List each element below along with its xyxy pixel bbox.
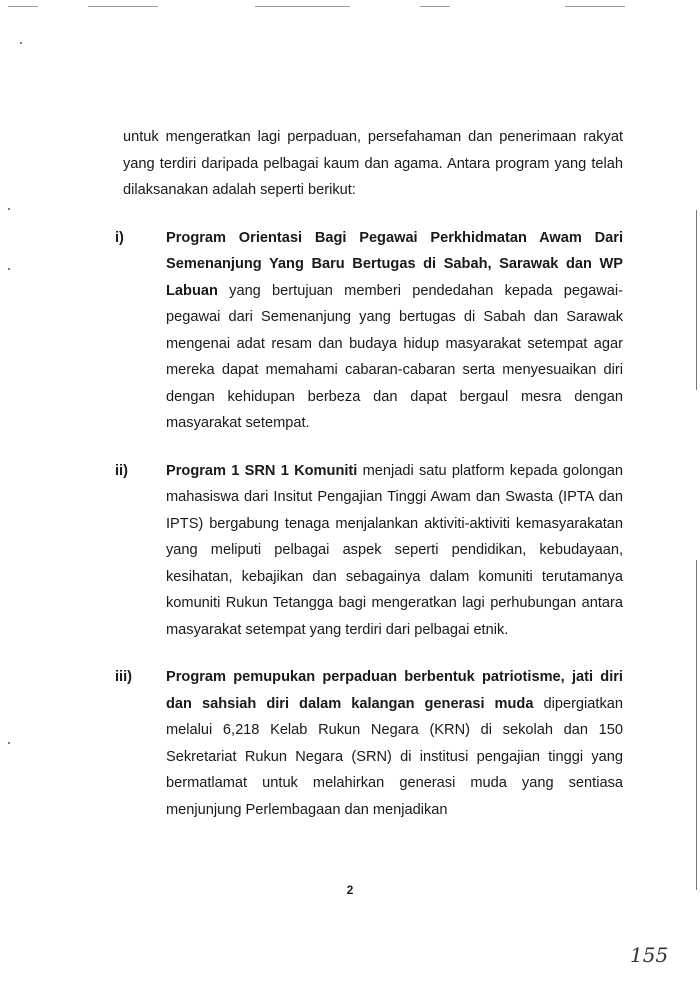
item-number: i): [115, 229, 124, 246]
item-number: iii): [115, 669, 133, 685]
scan-edge: [696, 560, 697, 890]
item-text: [166, 664, 623, 823]
scan-edge: [696, 210, 697, 390]
document-page: [115, 124, 623, 823]
scan-speck: [8, 268, 10, 270]
scan-mark: [565, 6, 625, 7]
item-body: menjadi satu platform kepada golongan mahasiswa dari Insitut Pengajian Tinggi Awam dan Swasta (IPTA dan IPTS) bergabung tenaga menjalankan aktiviti-aktiviti kemasyarakatan yang meliputi pelbagai aspek seperti pendidikan, kebudayaan, kesihatan, kebajikan dan sebagainya dalam komuniti terutamanya komuniti Rukun Tetangga bagi mengeratkan lagi perhubungan antara masyarakat setempat yang terdiri dari pelbagai etnik.: [166, 462, 623, 638]
scan-mark: [8, 6, 38, 7]
scan-mark: [88, 6, 158, 7]
item-body: dipergiatkan melalui 6,218 Kelab Rukun Negara (KRN) di sekolah dan 150 Sekretariat Rukun Negara (SRN) di institusi pengajian tinggi yang bermatlamat untuk melahirkan generasi muda yang sentiasa menjunjung Perlembagaan dan menjadikan: [166, 695, 623, 818]
list-item: [115, 458, 623, 644]
item-title: Program 1 SRN 1 Komuniti: [166, 462, 358, 479]
item-body: yang bertujuan memberi pendedahan kepada pegawai-pegawai dari Semenanjung yang bertugas di Sabah dan Sarawak mengenai adat resam dan budaya hidup masyarakat setempat agar mereka dapat memahami cabaran-cabaran serta menyesuaikan diri dengan kehidupan berbeza dan dapat bergaul mesra dengan masyarakat setempat.: [166, 282, 623, 431]
scan-mark: [420, 6, 450, 7]
scan-mark: [255, 6, 350, 7]
handwritten-folio: 155: [630, 943, 669, 967]
item-title: Program pemupukan perpaduan berbentuk patriotisme, jati diri dan sahsiah diri dalam kalangan generasi muda: [166, 669, 623, 712]
intro-paragraph: untuk mengeratkan lagi perpaduan, persefahaman dan penerimaan rakyat yang terdiri daripada pelbagai kaum dan agama. Antara program yang telah dilaksanakan adalah seperti berikut:: [123, 129, 623, 198]
page-number: 2: [346, 883, 354, 897]
scan-speck: [8, 208, 10, 210]
scan-speck: [8, 742, 10, 744]
list-item: [115, 225, 623, 437]
scan-speck: [20, 42, 22, 44]
item-title: Program Orientasi Bagi Pegawai Perkhidmatan Awam Dari Semenanjung Yang Baru Bertugas di Sabah, Sarawak dan WP Labuan: [166, 229, 623, 299]
item-text: [166, 458, 623, 644]
item-number: ii): [115, 462, 128, 479]
list-item: [115, 664, 623, 823]
item-text: [166, 225, 623, 437]
